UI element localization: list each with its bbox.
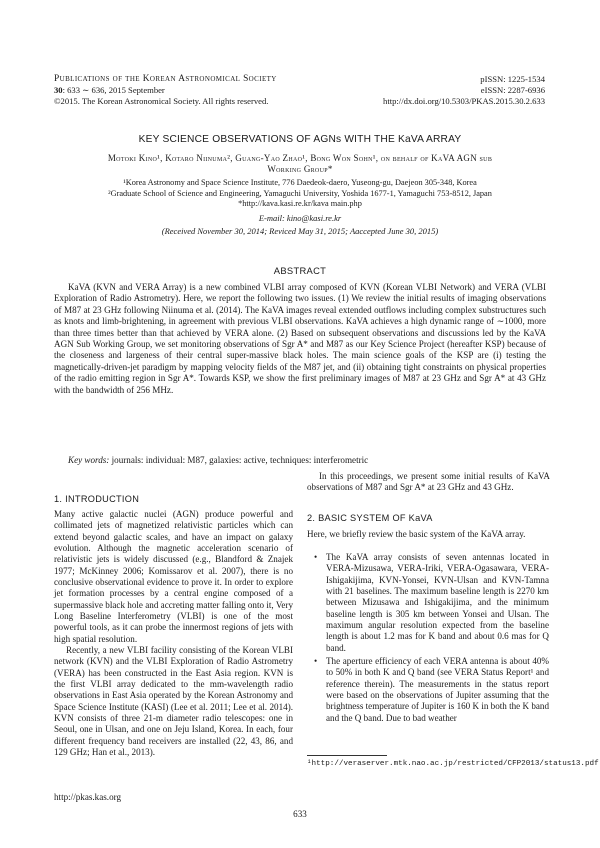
- email-line: E-mail: kino@kasi.re.kr: [258, 213, 342, 223]
- volume-line: [54, 85, 277, 96]
- affiliation-1: ¹Korea Astronomy and Space Science Institute, 776 Daedeok-daero, Yuseong-gu, Daejeon 305-348, Korea: [123, 178, 477, 187]
- keywords-line: [68, 455, 546, 465]
- bullet-text-2: The aperture efficiency of each VERA antenna is about 40% to 50% in both K and Q band (see VERA Status Report¹ and reference therein). The measurements in the status report were based on the observations of Jupiter assuming that the brightness temperature of Jupiter is 160 K in both the K band and the Q band. Due to bad weather: [326, 656, 550, 723]
- bullet-icon: •: [314, 552, 318, 562]
- bullet-icon: •: [314, 656, 318, 667]
- affiliation-2: ²Graduate School of Science and Engineering, Yamaguchi University, Yoshida 1677-1, Yamaguchi 753-8512, Japan: [108, 188, 492, 198]
- journal-header: [54, 74, 277, 107]
- received-dates: (Received November 30, 2014; Reviced May 31, 2015; Aaccepted June 30, 2015): [161, 226, 439, 236]
- authors-line-1: Motoki Kino¹, Kotaro Niinuma², Guang-Yao Zhao¹, Bong Won Sohn¹, on behalf of KaVA AGN sub: [107, 153, 493, 163]
- authors-line-2: Working Group*: [267, 164, 333, 174]
- basic-system-intro: Here, we briefly review the basic system of the KaVA array.: [307, 529, 526, 539]
- journal-name: Publications of the Korean Astronomical Society: [54, 74, 277, 84]
- abstract-text: KaVA (KVN and VERA Array) is a new combined VLBI array composed of KVN (Korean VLBI Network) and VERA (VLBI Exploration of Radio Astrometry). Here, we report the following two issues. (1) We review the initial results of imaging observations of M87 at 23 GHz following Niinuma et al. (2014). The KaVA images reveal extended outflows including complex substructures such as knots and limb-brightening, in agreement with previous VLBI observations. KaVA achieves a high dynamic range of ∼1000, more than three times better than that achieved by VERA alone. (2) Based on subsequent observations and discussions led by the KaVA AGN Sub Working Group, we set monitoring observations of Sgr A* and M87 as our Key Science Project (hereafter KSP) because of the closeness and largeness of their central super-massive black holes. The main science goals of the KSP are (i) testing the magnetically-driven-jet paradigm by mapping velocity fields of the M87 jet, and (ii) obtaining tight constraints on physical properties of the radio emitting region in Sgr A*. Towards KSP, we show the first preliminary images of M87 at 23 GHz and Sgr A* at 43 GHz with the bandwidth of 256 MHz.: [54, 282, 546, 395]
- keywords-label: Key words:: [68, 455, 110, 465]
- page-number: 633: [293, 809, 307, 819]
- paper-title: KEY SCIENCE OBSERVATIONS OF AGNs WITH THE KaVA ARRAY: [138, 134, 462, 145]
- copyright-line: ©2015. The Korean Astronomical Society. All rights reserved.: [54, 96, 269, 106]
- pissn: pISSN: 1225-1534: [480, 74, 545, 84]
- right-intro-paragraph: In this proceedings, we present some initial results of KaVA observations of M87 and Sgr A* at 23 GHz and 43 GHz.: [307, 471, 550, 493]
- section-1-heading: 1. INTRODUCTION: [54, 494, 140, 504]
- abstract-heading: ABSTRACT: [273, 265, 327, 276]
- intro-paragraph-1: Many active galactic nuclei (AGN) produce powerful and collimated jets of magnetized relativistic particles which can extend beyond galactic scales, and have an impact on galaxy evolution. Although the magnetic acceleration scenario of relativistic jets is widely discussed (e.g., Blandford & Znajek 1977; McKinney 2006; Komissarov et al. 2007), there is no conclusive observational evidence to prove it. In order to explore jet formation processes by a central engine composed of a supermassive black hole and accreting matter falling onto it, Very Long Baseline Interferometry (VLBI) is one of the most powerful tools, as it can probe the innermost regions of jets with high spatial resolution.: [54, 509, 293, 644]
- eissn: eISSN: 2287-6936: [480, 85, 545, 95]
- author-list: [60, 153, 540, 175]
- list-item: [313, 552, 549, 654]
- section-2-heading: 2. BASIC SYSTEM OF KaVA: [307, 513, 433, 523]
- footnote-divider: [307, 755, 387, 756]
- keywords-text: journals: individual: M87, galaxies: active, techniques: interferometric: [109, 455, 369, 465]
- affiliation-3: *http://kava.kasi.re.kr/kava main.php: [238, 199, 362, 209]
- list-item: [313, 656, 549, 724]
- intro-paragraph-2: Recently, a new VLBI facility consisting of the Korean VLBI network (KVN) and the VLBI Exploration of Radio Astrometry (VERA) has been constructed in the East Asia region. KVN is the first VLBI array dedicated to the mm-wavelength radio observations in East Asia operated by the Korean Astronomy and Space Science Institute (KASI) (Lee et al. 2011; Lee et al. 2014). KVN consists of three 21-m diameter radio telescopes: one in Seoul, one in Ulsan, and one on Jeju Island, Korea. In each, four different frequency band receivers are installed (22, 43, 86, and 129 GHz; Han et al., 2013).: [54, 645, 293, 758]
- issn-header: [383, 74, 545, 107]
- doi-link[interactable]: http://dx.doi.org/10.5303/PKAS.2015.30.2.633: [383, 96, 545, 106]
- basic-system-list: [313, 552, 549, 724]
- footnote-1[interactable]: ¹http://veraserver.mtk.nao.ac.jp/restricted/CFP2013/status13.pdf: [307, 760, 599, 768]
- affiliations: [40, 178, 560, 210]
- bullet-text-1: The KaVA array consists of seven antennas located in VERA-Mizusawa, VERA-Iriki, VERA-Ogasawara, VERA-Ishigakijima, KVN-Yonsei, KVN-Ulsan and KVN-Tamna with 21 baselines. The maximum baseline length is 2270 km between Mizusawa and Ishigakijima, and the minimum baseline length is 305 km between Yonsei and Ulsan. The maximum angular resolution expected from the baseline length is about 1.2 mas for K band and about 0.6 mas for Q band.: [326, 552, 549, 653]
- volume-number: 30: [54, 85, 63, 95]
- journal-url[interactable]: http://pkas.kas.org: [54, 792, 122, 802]
- pages-date: : 633 ∼ 636, 2015 September: [62, 85, 165, 95]
